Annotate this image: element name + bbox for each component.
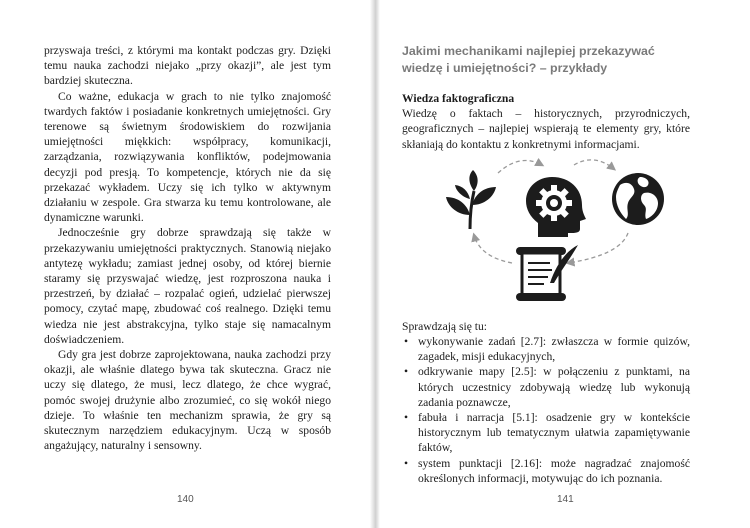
page-number-left: 140	[177, 494, 194, 505]
plant-icon	[440, 169, 500, 231]
right-page-text	[402, 43, 690, 486]
mechanics-list	[402, 334, 690, 486]
left-page-text	[44, 43, 331, 453]
paragraph: Jednocześnie gry dobrze sprawdzają się także w przekazywaniu umiejętności praktycznych. Stanowią niejako antytezę wykładu; zamiast jednej osoby, od której biernie staramy się przyswajać wiedzę, jest rozproszona nauka i przestrzeń, by działać – rozpalać ogień, udzielać pierwszej pomocy, czytać mapę, zbudować coś realnego. Dzięki temu wiedza nie jest abstrakcyjna, tylko staje się namacalnym doświadczeniem.	[44, 226, 331, 346]
chapter-heading: Jakimi mechanikami najlepiej przekazywać wiedzę i umiejętności? – przykłady	[402, 44, 655, 75]
paragraph: przyswaja treści, z którymi ma kontakt podczas gry. Dzięki temu nauka zachodzi niejako „przy okazji”, ale jest tym bardziej skuteczna.	[44, 44, 331, 88]
section-title: Wiedza faktograficzna	[402, 92, 515, 105]
paragraph: Gdy gra jest dobrze zaprojektowana, nauka zachodzi przy okazji, ale właśnie dlatego bywa tak skuteczna. Gracz nie uczy się dlatego, że musi, lecz dlatego, że chce wygrać, pomóc swojej drużynie albo zrozumieć, co się wokół niego dzieje. To właśnie ten mechanizm sprawia, że gry są skutecznym narzędziem edukacyjnym. Uczą w sposób angażujący, naturalny i sensowny.	[44, 348, 331, 453]
list-item: • odkrywanie mapy [2.5]: w połączeniu z punktami, na których uczestnicy zdobywają wiedzę lub wykonują zadania poznawcze,	[402, 364, 690, 410]
globe-icon	[610, 171, 666, 227]
list-intro: Sprawdzają się tu:	[402, 319, 487, 333]
book-gutter	[370, 0, 380, 528]
list-item: • wykonywanie zadań [2.7]: zwłaszcza w formie quizów, zagadek, misji edukacyjnych,	[402, 334, 690, 364]
list-item: • system punktacji [2.16]: może nagradzać znajomość określonych informacji, motywując do ich poznania.	[402, 456, 690, 486]
list-item: • fabuła i narracja [5.1]: osadzenie gry w kontekście historycznym lub tematycznym ułatwia zapamiętywanie faktów,	[402, 410, 690, 456]
paragraph: Co ważne, edukacja w grach to nie tylko znajomość twardych faktów i posiadanie konkretnych umiejętności. Gry terenowe są świetnym środowiskiem do rozwijania umiejętności miękkich: współpracy, komunikacji, zarządzania, rozwiązywania konfliktów, podejmowania decyzji pod presją. To kompetencje, których nie da się przekazać wykładem. Uczy się ich tylko w aktywnym działaniu w zespole. Gra stwarza ku temu kontrolowane, ale dynamiczne warunki.	[44, 89, 331, 225]
head-gear-icon	[524, 175, 588, 237]
scroll-quill-icon	[508, 243, 582, 305]
intro-paragraph: Wiedzę o faktach – historycznych, przyrodniczych, geograficznych – najlepiej wspierają te elementy gry, które skłaniają do kontaktu z konkretnymi informacjami.	[402, 107, 690, 151]
illustration	[402, 155, 690, 307]
page-number-right: 141	[557, 494, 574, 505]
